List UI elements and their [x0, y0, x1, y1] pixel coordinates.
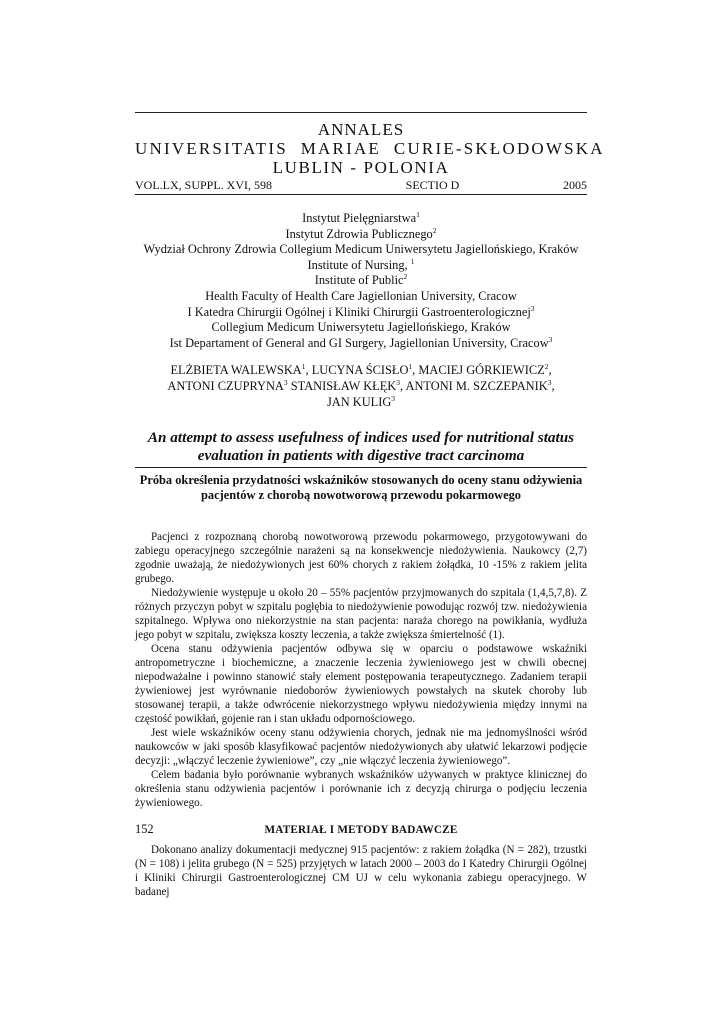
- volume-info: VOL.LX, SUPPL. XVI, 598: [135, 178, 273, 192]
- paragraph: Dokonano analizy dokumentacji medycznej 915 pacjentów: z rakiem żołądka (N = 282), trzustki (N = 108) i jelita grubego (N = 525) przyjętych w latach 2000 – 2003 do I Katedry Chirurgii Ogólnej i Kliniki Chirurgii Gastroenterologicznej CM UJ w celu wykonania zabiegu operacyjnego. W badanej: [135, 844, 587, 899]
- author-line: ANTONI CZUPRYNA$^3$ STANISŁAW KŁĘK$^3$, ANTONI M. SZCZEPANIK$^3$,: [167, 377, 555, 393]
- paragraph: Pacjenci z rozpoznaną chorobą nowotworową przewodu pokarmowego, przygotowywani do zabiegu operacyjnego szczególnie narażeni są na konsekwencje niedożywienia. Naukowcy (2,7) zgodnie uważają, że niedożywionych jest 60% chorych z rakiem żołądka, 10 -15% z rakiem jelita grubego.: [135, 531, 587, 586]
- paragraph: Celem badania było porównanie wybranych wskaźników używanych w praktyce klinicznej do określenia stanu odżywienia pacjentów i porównanie ich z decyzją chirurga o podjęciu leczenia żywieniowego.: [135, 769, 587, 810]
- affiliation-line: Institute of Public$^2$: [314, 272, 408, 288]
- affiliation-line: Collegium Medicum Uniwersytetu Jagiellońskiego, Kraków: [211, 320, 511, 335]
- journal-name-line1: ANNALES: [317, 120, 405, 139]
- affiliation-line: Wydział Ochrony Zdrowia Collegium Medicum Uniwersytetu Jagiellońskiego, Kraków: [143, 242, 579, 257]
- author-name: ANTONI M. SZCZEPANIK: [405, 378, 548, 393]
- author-name: LUCYNA ŚCISŁO: [311, 363, 409, 378]
- page-number: 152: [135, 822, 154, 836]
- page-content: [135, 112, 605, 899]
- author-name: STANISŁAW KŁĘK: [290, 378, 397, 393]
- journal-name-line3: LUBLIN - POLONIA: [272, 158, 450, 177]
- affiliations: [135, 211, 587, 351]
- journal-header: [135, 120, 605, 177]
- header-bottom-rule: [135, 194, 587, 195]
- affiliation-line: Institute of Nursing, $^1$: [307, 256, 415, 272]
- header-top-rule: [135, 112, 587, 113]
- journal-name-line2: UNIVERSITATIS MARIAE CURIE-SKŁODOWSKA: [135, 139, 605, 158]
- affiliation-line: Ist Departament of General and GI Surgery, Jagiellonian University, Cracow$^3$: [169, 334, 553, 350]
- body-text: [135, 530, 587, 899]
- author-name: ELŻBIETA WALEWSKA: [170, 363, 302, 378]
- author-line: ELŻBIETA WALEWSKA$^1$, LUCYNA ŚCISŁO$^1$, MACIEJ GÓRKIEWICZ$^2$,: [170, 362, 552, 378]
- paragraph: Niedożywienie występuje u około 20 – 55% pacjentów przyjmowanych do szpitala (1,4,5,7,8). Z różnych przyczyn pobyt w szpitalu pogłębia to niedożywienie powodując rozwój tzw. niedożywienia szpitalnego. Wpływa ono niekorzystnie na stan pacjenta: naraża chorego na powikłania, wydłuża jego pobyt w szpitalu, zwiększa koszty leczenia, a także zwiększa śmiertelność (1).: [135, 587, 587, 642]
- affiliation-line: Instytut Zdrowia Publicznego$^2$: [285, 225, 437, 241]
- sectio-label: SECTIO D: [405, 178, 460, 192]
- affiliation-line: I Katedra Chirurgii Ogólnej i Kliniki Chirurgii Gastroenterologicznej$^3$: [187, 303, 535, 319]
- author-list: [135, 363, 587, 410]
- english-title: An attempt to assess usefulness of indices used for nutritional status evaluation in patients with digestive tract carcinoma: [147, 429, 575, 465]
- volume-row: [135, 178, 587, 194]
- affiliation-line: Health Faculty of Health Care Jagiellonian University, Cracow: [205, 288, 517, 303]
- polish-title: Próba określenia przydatności wskaźników stosowanych do oceny stanu odżywienia pacjentów z chorobą nowotworową przewodu pokarmowego: [139, 473, 583, 503]
- title-rule: [135, 467, 587, 468]
- author-name: MACIEJ GÓRKIEWICZ: [418, 363, 545, 378]
- paragraph: Ocena stanu odżywienia pacjentów odbywa się w oparciu o podstawowe wskaźniki antropometryczne i biochemiczne, a znaczenie leczenia żywieniowego jest w chwili obecnej niepodważalne i powinno stanowić stały element postępowania terapeutycznego. Zadaniem terapii żywieniowej jest wyrównanie niedoborów żywieniowych powstałych na skutek choroby lub stosowanej terapii, a także odwrócenie niekorzystnego wpływu niedożywienia między innymi na częstość powikłań, gojenie ran i stan układu odpornościowego.: [135, 643, 587, 726]
- affiliation-line: Instytut Pielęgniarstwa$^1$: [302, 210, 420, 225]
- year-label: 2005: [563, 178, 587, 192]
- section-heading: MATERIAŁ I METODY BADAWCZE: [264, 824, 458, 837]
- author-line: JAN KULIG$^3$: [326, 393, 396, 409]
- author-name: ANTONI CZUPRYNA: [167, 378, 284, 393]
- author-name: JAN KULIG: [326, 394, 392, 409]
- paragraph: Jest wiele wskaźników oceny stanu odżywienia chorych, jednak nie ma jednomyślności wśród naukowców w jaki sposób klasyfikować pacjentów niedożywionych aby ułatwić lekarzowi podjęcie decyzji: „włączyć leczenie żywieniowe”, czy „nie włączyć leczenia żywieniowego”.: [135, 727, 587, 768]
